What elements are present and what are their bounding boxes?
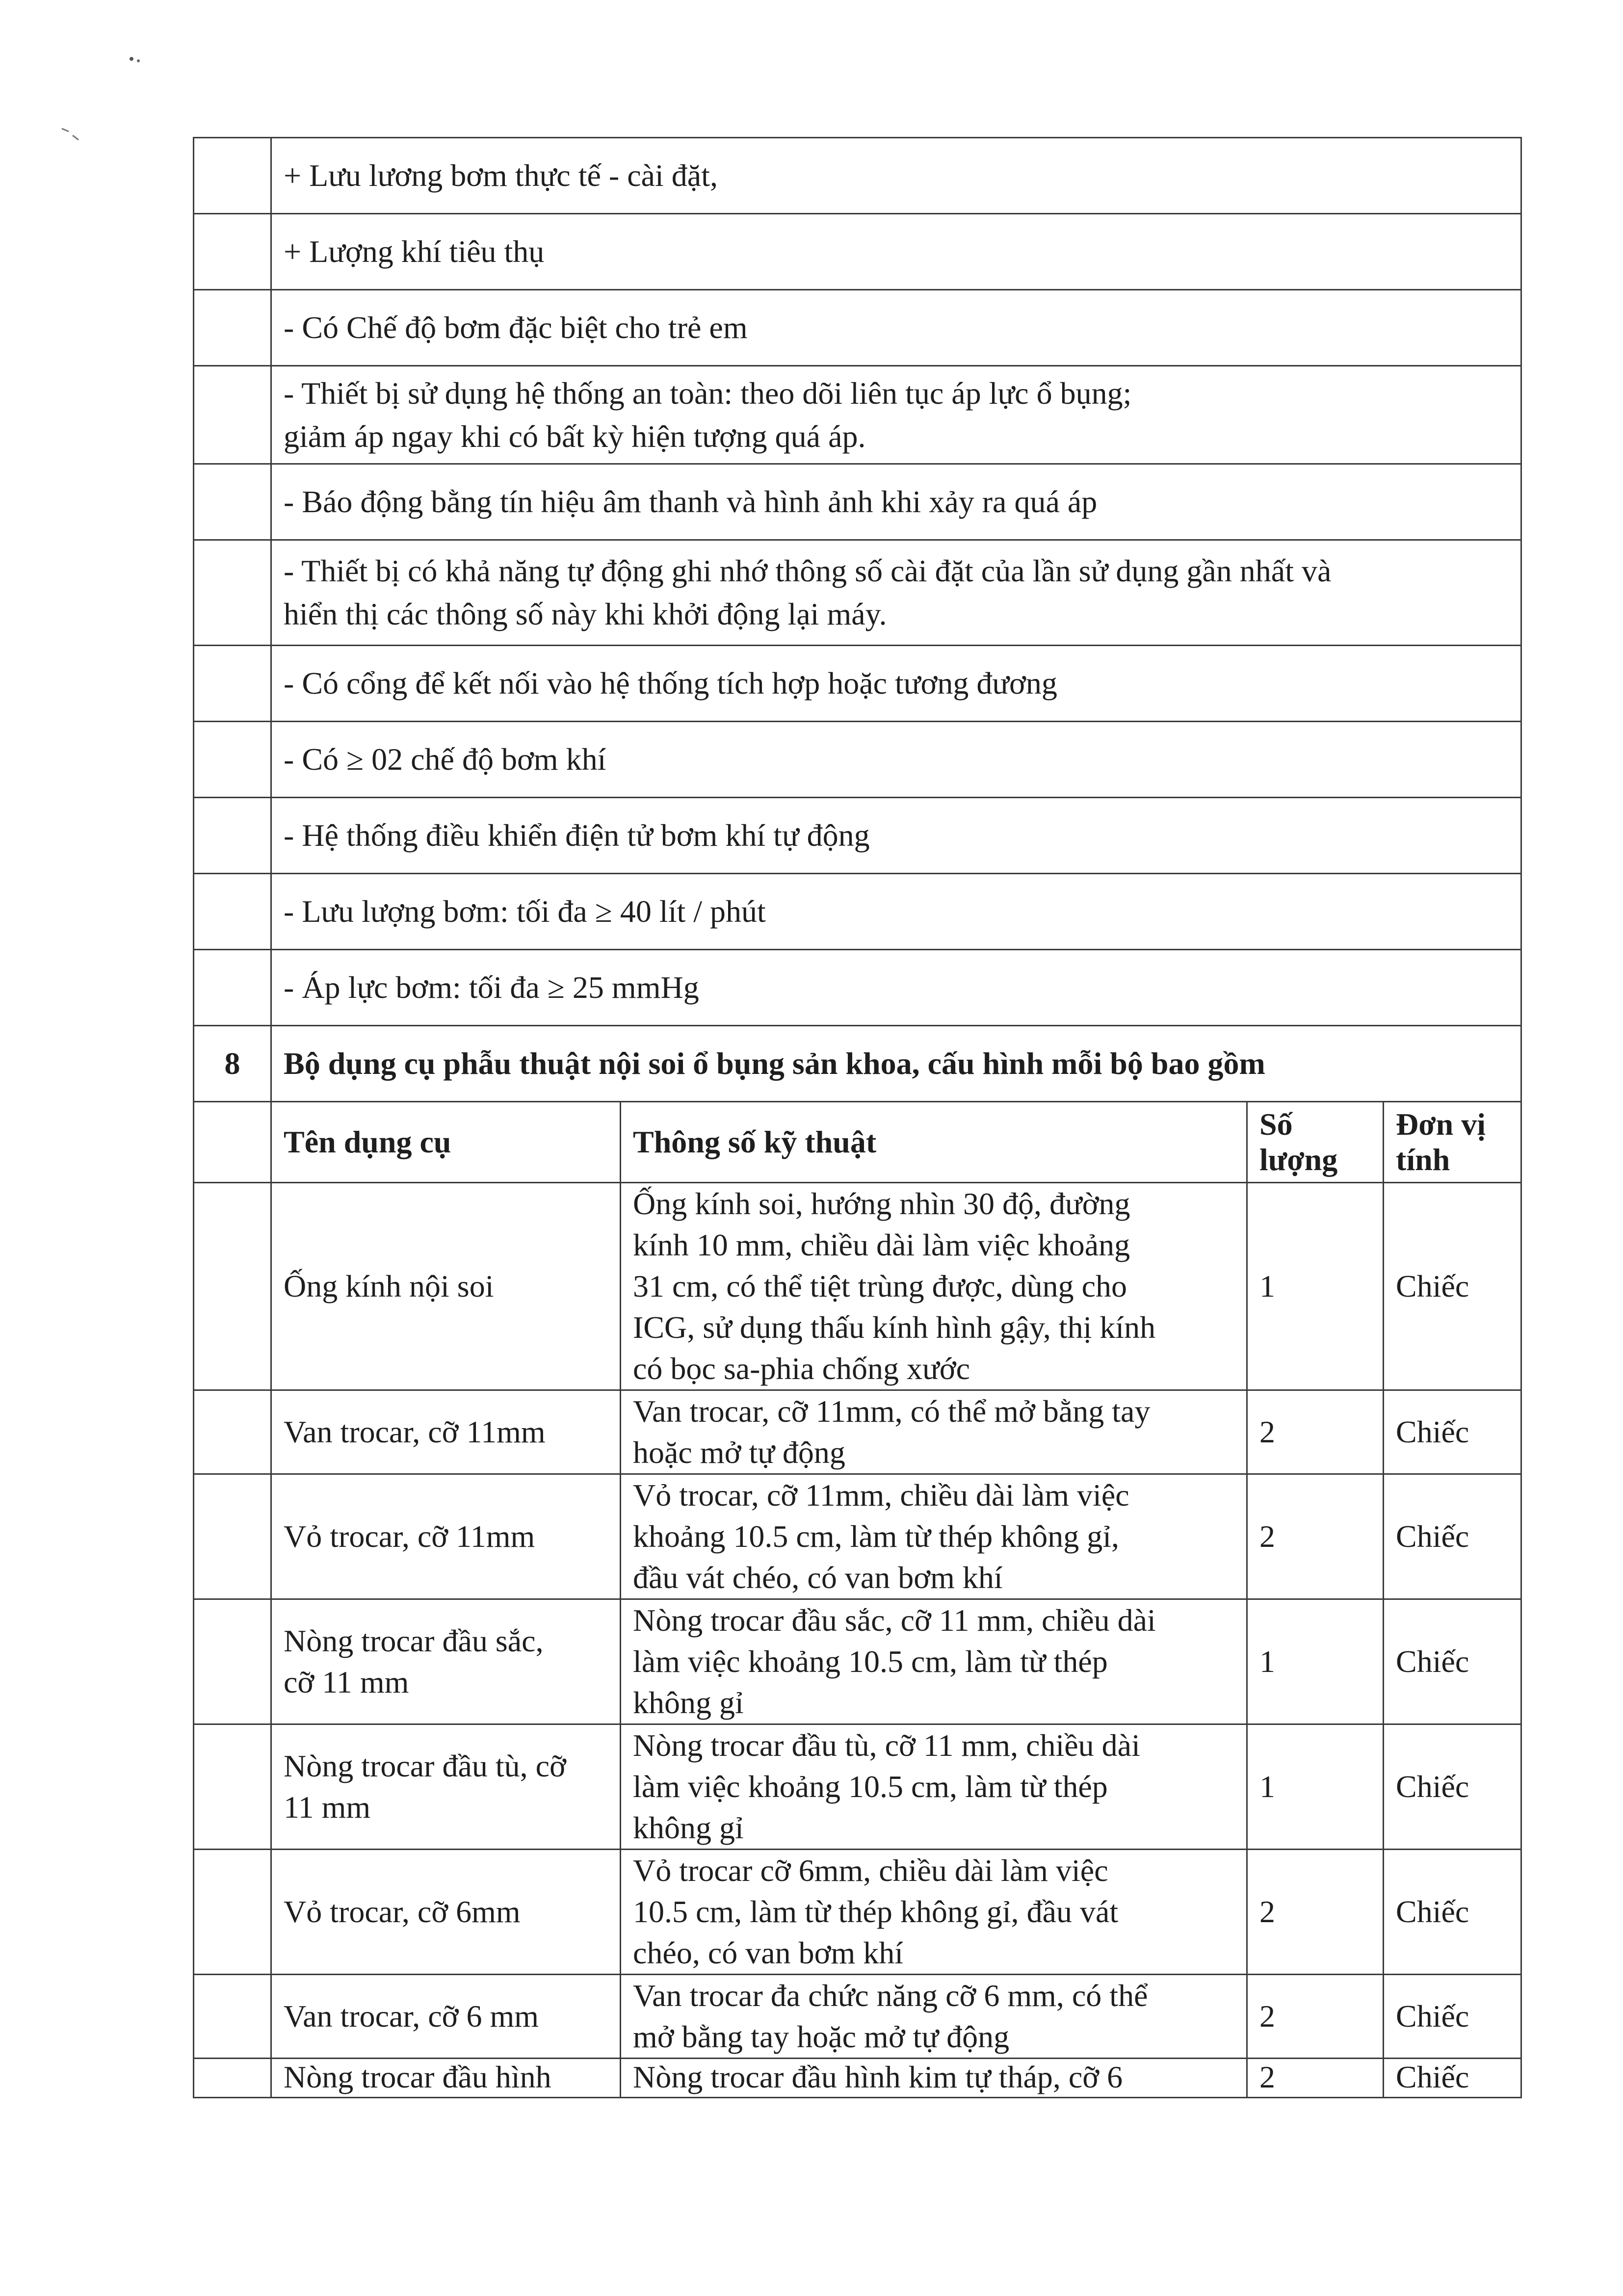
index-cell (194, 1724, 271, 1850)
index-cell (194, 464, 271, 540)
index-cell (194, 950, 271, 1026)
instrument-row (194, 1390, 1521, 1474)
spec-line-cell (271, 464, 1521, 540)
tool-spec (621, 1390, 1247, 1474)
tool-unit: Chiếc (1384, 1474, 1521, 1599)
tool-spec (621, 1599, 1247, 1724)
tool-name-text: Vỏ trocar, cỡ 11mm (284, 1519, 535, 1554)
section-index: 8 (194, 1026, 271, 1102)
header-spec-text: Thông số kỹ thuật (633, 1124, 877, 1159)
index-cell (194, 2059, 271, 2098)
header-spec (621, 1102, 1247, 1183)
tool-spec-text: 10.5 cm, làm từ thép không gỉ, đầu vát (633, 1894, 1119, 1929)
spec-line-cell (271, 290, 1521, 366)
tool-spec-text: hoặc mở tự động (633, 1435, 845, 1470)
tool-spec-text: Van trocar đa chức năng cỡ 6 mm, có thể (633, 1978, 1148, 2013)
index-cell (194, 1975, 271, 2059)
header-unit-text: tính (1396, 1142, 1450, 1177)
tool-name-text: Nòng trocar đầu tù, cỡ (284, 1748, 566, 1783)
spec-row (194, 950, 1521, 1026)
tool-spec-text: Nòng trocar đầu sắc, cỡ 11 mm, chiều dài (633, 1603, 1156, 1638)
index-cell (194, 1599, 271, 1724)
spec-row (194, 366, 1521, 464)
spec-row (194, 874, 1521, 950)
tool-spec (621, 1474, 1247, 1599)
spec-row (194, 290, 1521, 366)
spec-line-cell (271, 138, 1521, 214)
index-cell (194, 290, 271, 366)
tool-unit: Chiếc (1384, 2059, 1521, 2098)
tool-unit: Chiếc (1384, 1183, 1521, 1390)
spec-line-cell (271, 366, 1521, 464)
index-cell (194, 798, 271, 874)
index-cell (194, 1102, 271, 1183)
tool-quantity: 1 (1247, 1724, 1384, 1850)
tool-unit: Chiếc (1384, 1390, 1521, 1474)
spec-line-text: - Thiết bị có khả năng tự động ghi nhớ thông số cài đặt của lần sử dụng gần nhất và (284, 553, 1332, 588)
tool-spec-text: không gỉ (633, 1810, 744, 1845)
tool-spec-text: không gỉ (633, 1685, 744, 1720)
tool-name (271, 1724, 621, 1850)
tool-spec (621, 2059, 1247, 2098)
tool-unit: Chiếc (1384, 1599, 1521, 1724)
tool-name-text: Van trocar, cỡ 6 mm (284, 1999, 539, 2034)
instrument-row (194, 1474, 1521, 1599)
tool-quantity: 2 (1247, 1474, 1384, 1599)
tool-name (271, 2059, 621, 2098)
tool-spec-text: ICG, sử dụng thấu kính hình gậy, thị kính (633, 1310, 1156, 1345)
tool-quantity: 2 (1247, 1850, 1384, 1975)
header-unit-text: Đơn vị (1396, 1107, 1486, 1142)
tool-spec-text: mở bằng tay hoặc mở tự động (633, 2019, 1010, 2054)
instrument-row (194, 1183, 1521, 1390)
tool-quantity: 1 (1247, 1183, 1384, 1390)
tool-name-text: 11 mm (284, 1790, 371, 1825)
tool-name (271, 1474, 621, 1599)
tool-quantity: 2 (1247, 1975, 1384, 2059)
index-cell (194, 1850, 271, 1975)
tool-spec-text: Ống kính soi, hướng nhìn 30 độ, đường (633, 1186, 1130, 1221)
tool-name (271, 1390, 621, 1474)
spec-line-text: - Thiết bị sử dụng hệ thống an toàn: theo dõi liên tục áp lực ổ bụng; (284, 375, 1132, 411)
tool-spec-text: chéo, có van bơm khí (633, 1935, 904, 1970)
index-cell (194, 1183, 271, 1390)
tool-spec-text: đầu vát chéo, có van bơm khí (633, 1560, 1003, 1595)
spec-line-text: - Báo động bằng tín hiệu âm thanh và hình ảnh khi xảy ra quá áp (284, 484, 1098, 519)
spec-line-text: hiển thị các thông số này khi khởi động lại máy. (284, 597, 887, 631)
spec-line-cell (271, 540, 1521, 646)
header-quantity (1247, 1102, 1384, 1183)
tool-name (271, 1599, 621, 1724)
spec-line-text: - Có Chế độ bơm đặc biệt cho trẻ em (284, 310, 748, 345)
tool-spec (621, 1183, 1247, 1390)
tool-unit: Chiếc (1384, 1724, 1521, 1850)
tool-name (271, 1183, 621, 1390)
tool-spec-text: làm việc khoảng 10.5 cm, làm từ thép (633, 1769, 1108, 1804)
tool-spec (621, 1975, 1247, 2059)
spec-line-text: - Có ≥ 02 chế độ bơm khí (284, 742, 606, 777)
tool-unit: Chiếc (1384, 1850, 1521, 1975)
header-tool-name (271, 1102, 621, 1183)
tool-spec-text: Nòng trocar đầu hình kim tự tháp, cỡ 6 (633, 2060, 1123, 2094)
spec-row (194, 646, 1521, 722)
index-cell (194, 138, 271, 214)
specification-table (193, 137, 1522, 2098)
spec-row (194, 722, 1521, 798)
instrument-row (194, 1599, 1521, 1724)
index-cell (194, 874, 271, 950)
instrument-row (194, 1724, 1521, 1850)
tool-quantity: 2 (1247, 2059, 1384, 2098)
spec-line-cell (271, 950, 1521, 1026)
spec-line-text: giảm áp ngay khi có bất kỳ hiện tượng quá áp. (284, 418, 866, 454)
index-cell (194, 646, 271, 722)
tool-name-text: Vỏ trocar, cỡ 6mm (284, 1894, 521, 1929)
index-cell (194, 214, 271, 290)
spec-line-cell (271, 646, 1521, 722)
tool-spec-text: Nòng trocar đầu tù, cỡ 11 mm, chiều dài (633, 1728, 1140, 1763)
header-quantity-text: Số (1259, 1107, 1293, 1142)
section-title: Bộ dụng cụ phẫu thuật nội soi ổ bụng sản khoa, cấu hình mỗi bộ bao gồm (271, 1026, 1521, 1102)
section-heading-row (194, 1026, 1521, 1102)
index-cell (194, 1390, 271, 1474)
instrument-row (194, 1850, 1521, 1975)
tool-quantity: 1 (1247, 1599, 1384, 1724)
tool-spec (621, 1724, 1247, 1850)
index-cell (194, 540, 271, 646)
spec-row (194, 798, 1521, 874)
spec-row (194, 138, 1521, 214)
tool-unit: Chiếc (1384, 1975, 1521, 2059)
tool-spec-text: làm việc khoảng 10.5 cm, làm từ thép (633, 1644, 1108, 1679)
tool-spec-text: Vỏ trocar cỡ 6mm, chiều dài làm việc (633, 1853, 1108, 1888)
spec-line-text: - Hệ thống điều khiển điện tử bơm khí tự động (284, 818, 870, 853)
tool-spec-text: khoảng 10.5 cm, làm từ thép không gỉ, (633, 1519, 1119, 1554)
spec-line-text: - Lưu lượng bơm: tối đa ≥ 40 lít / phút (284, 894, 766, 929)
tool-spec-text: Van trocar, cỡ 11mm, có thể mở bằng tay (633, 1394, 1151, 1429)
tool-name-text: cỡ 11 mm (284, 1665, 409, 1699)
spec-line-cell (271, 798, 1521, 874)
index-cell (194, 1474, 271, 1599)
spec-line-cell (271, 214, 1521, 290)
spec-line-cell (271, 874, 1521, 950)
tool-name-text: Nòng trocar đầu hình (284, 2060, 551, 2094)
tool-spec-text: 31 cm, có thể tiệt trùng được, dùng cho (633, 1269, 1127, 1304)
scan-specks (0, 0, 147, 147)
instrument-row (194, 1975, 1521, 2059)
tool-name-text: Ống kính nội soi (284, 1269, 494, 1304)
spec-row (194, 464, 1521, 540)
spec-line-cell (271, 722, 1521, 798)
tool-name-text: Van trocar, cỡ 11mm (284, 1414, 546, 1449)
header-tool-name-text: Tên dụng cụ (284, 1124, 451, 1159)
spec-row (194, 214, 1521, 290)
tool-quantity: 2 (1247, 1390, 1384, 1474)
tool-spec-text: kính 10 mm, chiều dài làm việc khoảng (633, 1227, 1130, 1262)
tool-spec-text: Vỏ trocar, cỡ 11mm, chiều dài làm việc (633, 1478, 1129, 1513)
index-cell (194, 722, 271, 798)
spec-row (194, 540, 1521, 646)
header-unit (1384, 1102, 1521, 1183)
tool-name-text: Nòng trocar đầu sắc, (284, 1623, 544, 1658)
tool-spec-text: có bọc sa-phia chống xước (633, 1351, 970, 1386)
tool-spec (621, 1850, 1247, 1975)
spec-line-text: + Lượng khí tiêu thụ (284, 234, 545, 269)
spec-line-text: - Có cổng để kết nối vào hệ thống tích hợp hoặc tương đương (284, 666, 1057, 701)
header-quantity-text: lượng (1259, 1142, 1338, 1177)
tool-name (271, 1975, 621, 2059)
instrument-row (194, 2059, 1521, 2098)
spec-line-text: + Lưu lương bơm thực tế - cài đặt, (284, 158, 718, 193)
instrument-header-row (194, 1102, 1521, 1183)
tool-name (271, 1850, 621, 1975)
spec-line-text: - Áp lực bơm: tối đa ≥ 25 mmHg (284, 970, 699, 1005)
index-cell (194, 366, 271, 464)
